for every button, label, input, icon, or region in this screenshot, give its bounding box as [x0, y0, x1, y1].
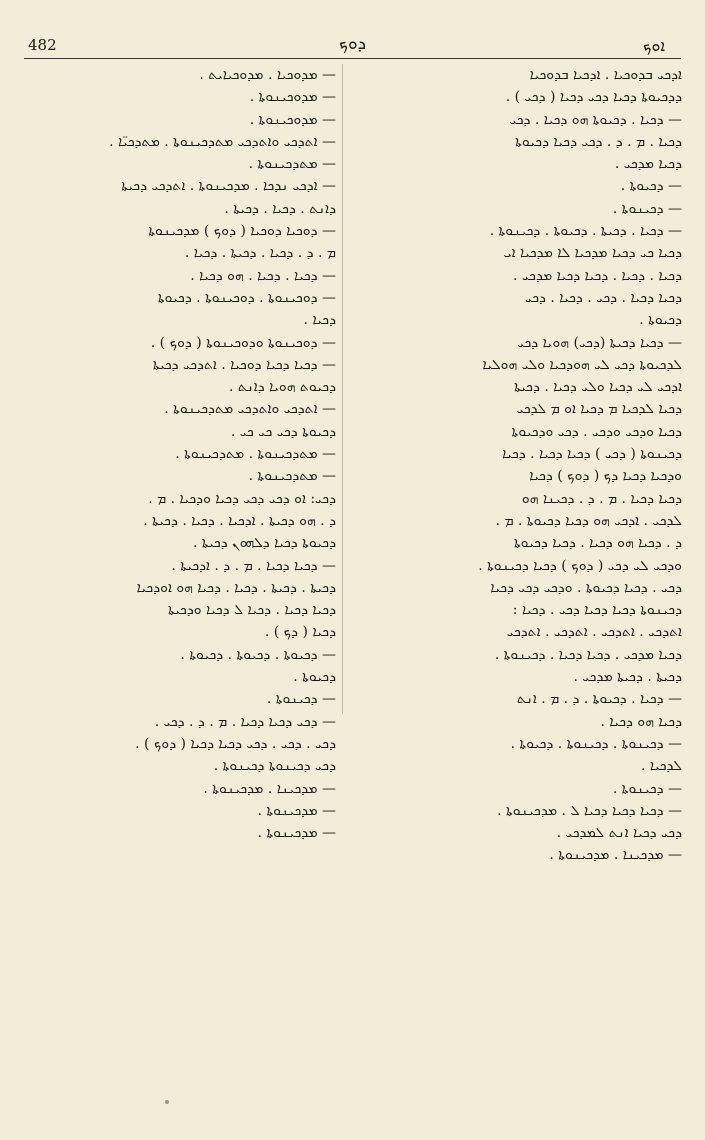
text-line: — ܕܟܝܢܘܬܐ . ܕܟܝܢܘܬܐ . ܕܟܝܘܬܐ . — [510, 735, 682, 752]
text-line: ܕܟܝܐ ܕܟܝܐ . ܡ . ܕ . ܕܟܝܢܐ ܗܘ — [521, 490, 682, 507]
text-line: ܕܟܝܐ . ܡ . ܕ . ܕܟܝ ܕܟܝܐ ܕܟܝܘܬܐ — [515, 133, 682, 150]
text-line: — ܕܟܝܘܬܐ . ܕܟܝܘܬܐ . ܕܟܝܘܬܐ . — [180, 646, 336, 663]
text-line: — ܕܘܟܝܢܘܬܐ ܘܕܘܟܝܢܘܬܐ ( ܕܘܟ ) . — [150, 334, 336, 351]
text-line: — ܕܟܝܐ ܕܟܝܐ ܕܟܝܐ ܠ . ܡܕܟܝܢܘܬܐ . — [497, 802, 682, 819]
text-line: ܐܕܟܝ ܒܕܘܟܝܐ . ܐܕܟܝܐ ܒܕܘܟܝܐ — [529, 67, 682, 83]
text-line: ܕܟܝܐ ܠܕܟܝܐ ܡ ܕܟܝܐ ܐܘ ܡ ܠܕܟܝ — [516, 401, 682, 418]
text-line: — ܕܟܝܐ . ܕܟܝܘܬܐ ܗܘ ܕܟܝܐ . ܕܟܝ — [509, 111, 682, 128]
text-line: ܕܟܝܐ ( ܕܟ ) . — [264, 624, 336, 641]
text-line: ܘܕܟܝܐ ܕܟܝܐ ܕܟ ( ܕܘܟ ) ܕܟܝܐ — [529, 468, 682, 485]
text-line: — ܕܟܝ ܕܟܝܐ ܕܟܝܐ . ܡ . ܕ . ܕܟܝ . — [154, 713, 336, 730]
text-line: — ܡܕܟܝܢܘܬܐ . — [257, 802, 336, 819]
text-line: — ܕܟܝܐ . ܕܟܝܘܬܐ . ܕ . ܡ . ܐܢܬ — [516, 691, 682, 708]
text-line: — ܡܕܘܟܝܢܘܬܐ . — [249, 111, 336, 128]
text-line: ܕܟܝ: ܐܘ ܕܟܝ ܕܟܝ ܕܟܝܐ ܘܕܟܝܐ . ܡ . — [148, 490, 336, 507]
text-line: ܕܟܝܘܬܐ . — [293, 669, 336, 686]
page-speck — [165, 1100, 169, 1104]
text-line: ܕ . ܕܟܝܐ ܗܘ ܕܟܝܐ . ܕܟܝܐ ܕܟܝܘܬܐ — [513, 535, 682, 552]
text-line: — ܡܕܟܝܢܐ . ܡܕܟܝܢܘܬܐ . — [203, 780, 336, 797]
text-line: — ܐܬܕܟܝ ܘܐܬܕܟܝ ܡܬܕܟܝܢܘܬܐ . — [164, 401, 336, 418]
text-line: — ܡܕܟܝܢܘܬܐ . — [257, 825, 336, 842]
text-line: — ܡܬܕܟܝܢܘܬܐ . ܡܬܕܟܝܢܘܬܐ . — [175, 446, 336, 463]
text-line: — ܕܟܝܘܬܐ . — [620, 178, 682, 195]
text-line: ܕܟܝܢܘܬܐ ܕܟܝܐ ܕܟܝܐ ܕܟܝ . ܕܟܝܐ : — [512, 602, 682, 619]
text-line: — ܡܬܕܟܝܢܘܬܐ . — [248, 468, 336, 485]
text-line: — ܕܟܝܐ . ܕܟܝܐ . ܗܘ ܕܟܝܐ . — [190, 267, 336, 284]
text-line: ܘܕܟܝ ܠܝ ܕܟܝ ( ܕܘܟ ) ܕܟܝܐ ܕܟܝܢܘܬܐ . — [478, 557, 682, 574]
text-line: ܠܕܟܝܐ . — [640, 758, 682, 775]
text-line: ܠܕܟܝܘܬܐ ܕܟܝ ܠܝ ܗܘܕܟܝܐ ܘܠܝ ܗܘܠܝܐ — [482, 356, 682, 373]
text-line: ܕܟܝܐ ܟܝ ܕܟܝܐ ܡܕܟܝܐ ܠܐ ܡܕܟܝܐ ܐܝ — [503, 245, 682, 262]
column-divider — [342, 64, 343, 714]
text-line: ܕܟܝܐ ܡܕܟܝ . ܕܟܝܐ ܕܟܝܐ . ܕܟܝܢܘܬܐ . — [494, 646, 682, 663]
running-header — [0, 0, 705, 60]
text-line: ܕܟܝܬܐ . ܕܟܝܬܐ . ܕܟܝܐ . ܕܟܝܐ ܗܘ ܐܘܕܟܝܐ — [136, 579, 336, 596]
text-line: ܐܬܕܟܝ . ܐܬܕܟܝ . ܐܬܕܟܝ . ܐܬܕܟܝ — [506, 624, 682, 641]
header-rule — [24, 58, 681, 59]
text-line: ܕܟܝ . ܕܟܝ . ܕܟܝ ܕܟܝܐ ܕܟܝܐ ( ܕܘܟ ) . — [135, 735, 336, 752]
text-line: — ܐܕܟܝ ܢܕܟܐ . ܡܕܟܝܢܘܬܐ . ܐܬܕܟܝ ܕܟܝܬܐ — [121, 178, 336, 195]
text-line: ܕܟܝܐ ܗܘ ܕܟܝܐ . — [600, 713, 682, 730]
page-number: 482 — [28, 36, 57, 54]
left-column — [28, 64, 336, 844]
text-line: ܕܟܝܘܬܐ . — [639, 312, 682, 329]
header-center-word: ܕܘܟ — [339, 34, 366, 54]
text-line: ܐܕܟܝ ܠܝ ܕܟܝܐ ܘܠܝ ܕܟܝܐ . ܕܟܝܬܐ — [514, 379, 682, 396]
text-line: — ܕܟܝܐ ܕܟܝܐ . ܡ . ܕ . ܐܕܟܝܬܐ . — [171, 557, 336, 574]
text-line: ܕܟܝ ܕܟܝܢܘܬܐ ܕܟܝܢܘܬܐ . — [213, 758, 336, 775]
header-right-word: ܐܘܟ — [642, 36, 665, 55]
text-line: — ܕܟܝܐ ܕܟܝܬܐ (ܕܟܝ) ܗܘܝܐ ܕܟܝ — [517, 334, 682, 351]
text-line: ܕܐܢܬ . ܕܟܝܐ . ܕܟܝܬܐ . — [224, 200, 336, 217]
text-line: ܡ . ܕ . ܕܟܝܐ . ܕܟܝܬܐ . ܕܟܝܐ . — [184, 245, 336, 262]
text-line: — ܕܟܝܢܘܬܐ . — [612, 200, 682, 217]
text-line: ܕܟܝܢܘܬܐ ( ܕܟܝ ) ܕܟܝܐ ܕܟܝܐ . ܕܟܝܐ — [502, 446, 682, 463]
text-line: — ܕܟܝܐ . ܕܟܝܬܐ . ܕܟܝܘܬܐ . ܕܟܝܢܘܬܐ . — [489, 223, 682, 240]
text-line: ܕܟܝ ܕܟܝܐ ܐܢܬ ܠܡܕܟܝ . — [556, 825, 682, 842]
text-line: ܕܟܝܐ ܕܟܝܐ . ܕܟܝܐ ܠ ܕܟܝܐ ܘܕܟܝܬܐ — [167, 602, 336, 619]
text-line: — ܕܘܟܝܐ ܕܘܟܝܐ ( ܕܘܟ ) ܡܕܟܝܢܘܬܐ — [148, 223, 336, 240]
text-line: ܕܕܟܝܘܬܐ ܕܟܝܐ ܕܟܝ ܕܟܝܐ ( ܕܟܝ ) . — [505, 89, 682, 106]
text-line: — ܡܕܟܝܢܐ . ܡܕܟܝܢܘܬܐ . — [549, 847, 682, 864]
text-line: ܕܟܝܘܬܐ ܕܟܝܐ ܕܠܗܘܢ ܕܟܝܬܐ . — [192, 535, 336, 552]
text-line: ܕܟܝܬܐ . ܕܟܝܬܐ ܡܕܟܝ . — [573, 669, 682, 686]
text-line: ܕܟܝܘܬ ܗܘܝܐ ܕܐܢܬ . — [228, 379, 336, 396]
text-line: ܕܟܝܐ . — [303, 312, 336, 329]
text-line: — ܡܕܘܟܝܐ . ܡܕܘܟܝܐܝܬ . — [199, 67, 336, 83]
text-line: ܕܟܝܘܬܐ ܕܟܝ ܟܝ ܟܝ . — [230, 423, 336, 440]
text-line: — ܕܟܝܢܘܬܐ . — [612, 780, 682, 797]
text-line: — ܕܟܝܐ ܕܟܝܐ ܕܘܟܝܐ . ܐܬܕܟܝ ܕܟܝܬܐ — [152, 356, 336, 373]
text-line: — ܕܘܟܝܢܘܬܐ . ܕܘܟܝܢܘܬܐ . ܕܟܝܘܬܐ — [157, 289, 336, 306]
text-line: ܕܟܝܐ ܕܟܝܐ . ܕܟܝ . ܕܟܝܐ . ܕܟܝ — [524, 289, 682, 306]
text-line: — ܕܟܝܢܘܬܐ . — [266, 691, 336, 708]
text-line: ܠܕܟܝ . ܐܕܟܝ ܗܘ ܕܟܝܐ ܕܟܝܘܬܐ . ܡ . — [495, 512, 682, 529]
right-column — [348, 64, 682, 867]
text-line: — ܡܬܕܟܝܢܘܬܐ . — [248, 156, 336, 173]
text-line: ܕܟܝܐ ܡܕܟܝ . — [614, 156, 682, 173]
text-line: — ܡܕܘܟܝܢܘܬܐ . — [249, 89, 336, 106]
text-line: ܕ . ܗܘ ܕܟܝܬܐ . ܐܕܟܝܐ . ܕܟܝܐ . ܕܟܝܬܐ . — [143, 512, 336, 529]
text-line: ܕܟܝܐ ܘܕܟܝ ܘܕܟܝ . ܕܟܝ ܘܕܟܝܘܬܐ — [511, 423, 682, 440]
text-line: ܕܟܝܐ . ܕܟܝܐ . ܕܟܝܐ ܕܟܝܐ ܡܕܟܝ . — [513, 267, 682, 284]
text-line: — ܐܬܕܟܝ ܘܐܬܕܟܝ ܡܬܕܟܝܢܘܬܐ . ܡܬܕܟܝ̈ܐ . — [109, 133, 336, 150]
text-line: ܕܟܝ . ܕܟܝܐ ܕܟܝܘܬܐ . ܘܕܟܝ ܕܟܝ ܕܟܝܐ — [490, 579, 682, 596]
